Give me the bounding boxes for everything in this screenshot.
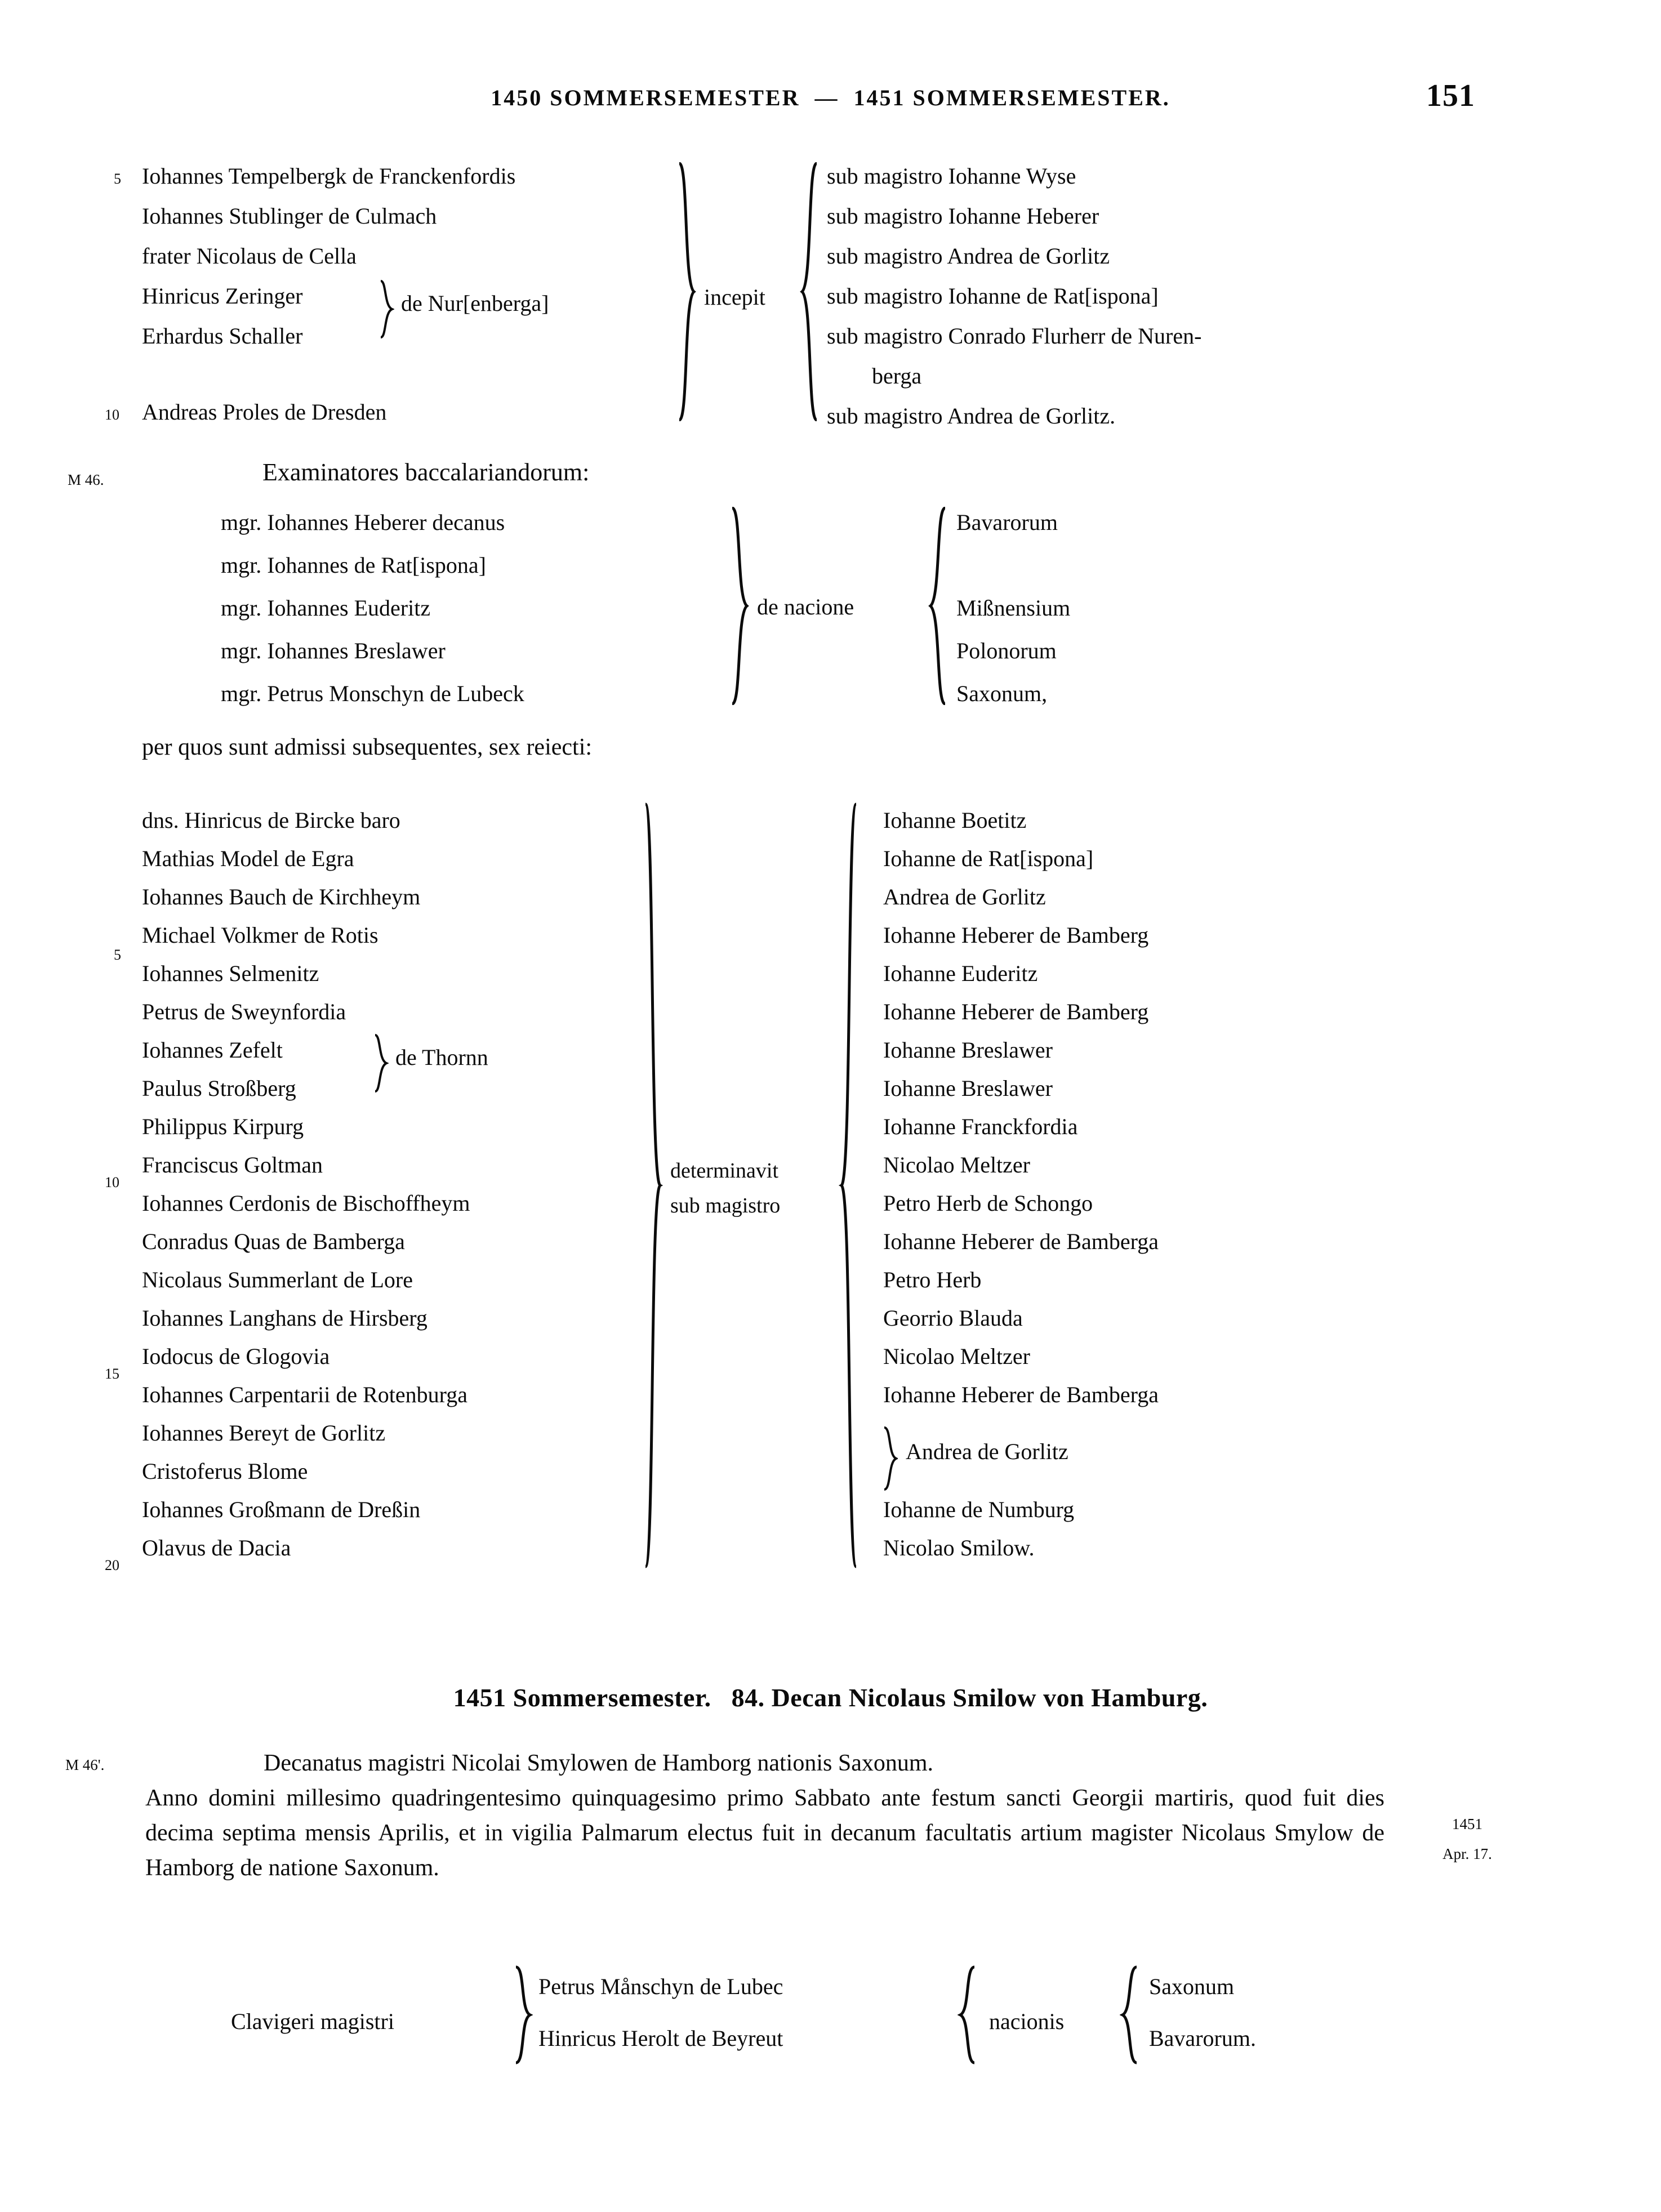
nation-name: Mißnensium: [956, 595, 1071, 621]
pair-brace-thornn: [373, 1034, 389, 1092]
determinavit-left-name: Iohannes Bereyt de Gorlitz: [142, 1420, 386, 1446]
incepit-left-name: Iohannes Tempelbergk de Franckenfordis: [142, 163, 516, 189]
nacionis-label: nacionis: [989, 2009, 1065, 2034]
determinavit-line-number-10: 10: [105, 1174, 119, 1190]
examinator-name: mgr. Iohannes de Rat[ispona]: [221, 552, 486, 578]
determinavit-right-name: Iohanne Breslawer: [883, 1076, 1053, 1101]
incepit-left-name: Iohannes Stublinger de Culmach: [142, 203, 437, 229]
determinavit-left-name: Cristoferus Blome: [142, 1459, 308, 1484]
determinavit-line-number-15: 15: [105, 1366, 119, 1382]
pair-brace-nurenberga: [378, 280, 394, 338]
decanatus-body-text: Anno domini millesimo quadringentesimo quinquagesimo primo Sabbato ante festum sancti Georgii martiris, quod fuit dies decima septima mensis Aprilis, et in vigilia Palmarum electus fuit in decanum facultatis artium magister Nicolaus Smylow de Hamborg de natione Saxonum.: [145, 1785, 1384, 1881]
determinavit-left-name: Conradus Quas de Bamberga: [142, 1229, 405, 1254]
pair-brace-andrea-gorlitz: [881, 1426, 898, 1491]
determinavit-left-name: Mathias Model de Egra: [142, 846, 354, 871]
line-number-10: 10: [105, 407, 119, 423]
determinavit-left-name: Iohannes Langhans de Hirsberg: [142, 1305, 428, 1331]
determinavit-right-name: Petro Herb: [883, 1267, 982, 1292]
incepit-label: incepit: [704, 284, 765, 310]
margin-date-day: Apr. 17.: [1442, 1845, 1492, 1862]
determinavit-right-name: Iohanne Heberer de Bamberg: [883, 999, 1149, 1024]
determinavit-right-name: Georrio Blauda: [883, 1305, 1023, 1331]
page-number: 151: [1426, 78, 1475, 113]
incepit-right-entry-cont: berga: [872, 363, 922, 389]
line-number-5: 5: [114, 171, 121, 187]
determinavit-right-name: Nicolao Smilow.: [883, 1535, 1035, 1560]
clavigeri-label: Clavigeri magistri: [231, 2009, 394, 2034]
determinavit-line-number-20: 20: [105, 1557, 119, 1573]
determinavit-pair-place: de Thornn: [395, 1045, 488, 1070]
determinavit-right-name: Iohanne Breslawer: [883, 1037, 1053, 1063]
determinavit-right-name: Nicolao Meltzer: [883, 1152, 1030, 1178]
incepit-right-brace: [799, 162, 821, 421]
examinator-name: mgr. Iohannes Euderitz: [221, 595, 431, 621]
determinavit-right-name: Iohanne Boetitz: [883, 808, 1027, 833]
determinavit-left-name: Iohannes Cerdonis de Bischoffheym: [142, 1190, 470, 1216]
determinavit-label-line2: sub magistro: [670, 1194, 781, 1218]
decanatus-paragraph: [145, 1746, 1384, 1885]
examinator-name: mgr. Petrus Monschyn de Lubeck: [221, 681, 524, 706]
running-head: [0, 84, 1661, 111]
examinatores-closing-line: per quos sunt admissi subsequentes, sex reiecti:: [142, 734, 593, 760]
nation-name: Bavarorum: [956, 510, 1058, 535]
determinavit-left-name: Paulus Stroßberg: [142, 1076, 296, 1101]
determinavit-right-name: Iohanne Heberer de Bamberg: [883, 922, 1149, 948]
determinavit-right-name: Iohanne Euderitz: [883, 961, 1038, 986]
determinavit-left-name: Iohannes Bauch de Kirchheym: [142, 884, 421, 909]
incepit-right-entry: sub magistro Iohanne Wyse: [827, 163, 1076, 189]
de-nacione-label: de nacione: [757, 594, 854, 619]
incepit-left-name: Erhardus Schaller: [142, 323, 303, 349]
determinavit-left-name: Olavus de Dacia: [142, 1535, 291, 1560]
determinavit-left-name: Iohannes Großmann de Dreßin: [142, 1497, 421, 1522]
incepit-right-entry: sub magistro Conrado Flurherr de Nuren-: [827, 323, 1202, 349]
determinavit-left-name: Iohannes Carpentarii de Rotenburga: [142, 1382, 467, 1407]
incepit-left-name: Andreas Proles de Dresden: [142, 399, 387, 425]
determinavit-left-name: Iodocus de Glogovia: [142, 1344, 330, 1369]
incepit-right-entry: sub magistro Andrea de Gorlitz.: [827, 403, 1116, 429]
incepit-pair-place: de Nur[enberga]: [401, 291, 549, 316]
clavigeri-right-brace: [958, 1965, 979, 2064]
determinavit-left-name: Franciscus Goltman: [142, 1152, 323, 1178]
incepit-right-entry: sub magistro Andrea de Gorlitz: [827, 243, 1110, 269]
margin-date-year: 1451: [1452, 1816, 1482, 1832]
incepit-left-name: frater Nicolaus de Cella: [142, 243, 357, 269]
clavigeri-left-brace: [511, 1965, 533, 2064]
determinavit-right-name: Iohanne de Numburg: [883, 1497, 1075, 1522]
determinavit-left-name: dns. Hinricus de Bircke baro: [142, 808, 400, 833]
determinavit-left-name: Petrus de Sweynfordia: [142, 999, 346, 1024]
decanatus-heading-sentence: Decanatus magistri Nicolai Smylowen de Hamborg nationis Saxonum.: [264, 1750, 934, 1776]
determinavit-right-name: Petro Herb de Schongo: [883, 1190, 1093, 1216]
determinavit-left-name: Michael Volkmer de Rotis: [142, 922, 378, 948]
examinatores-left-brace: [728, 507, 750, 705]
examinatores-right-brace: [927, 507, 950, 705]
determinavit-left-name: Iohannes Zefelt: [142, 1037, 283, 1063]
determinavit-label-line1: determinavit: [670, 1159, 779, 1183]
incepit-right-entry: sub magistro Iohanne de Rat[ispona]: [827, 283, 1159, 309]
determinavit-right-name: Iohanne Heberer de Bamberga: [883, 1382, 1159, 1407]
determinavit-left-name: Iohannes Selmenitz: [142, 961, 319, 986]
determinavit-left-name: Nicolaus Summerlant de Lore: [142, 1267, 413, 1292]
determinavit-right-name: Iohanne Franckfordia: [883, 1114, 1078, 1139]
determinavit-right-name: Iohanne de Rat[ispona]: [883, 846, 1094, 871]
examinator-name: mgr. Iohannes Heberer decanus: [221, 510, 505, 535]
margin-note-examinatores: M 46.: [68, 471, 104, 488]
running-head-title: 1450 SOMMERSEMESTER — 1451 SOMMERSEMESTER.: [491, 85, 1170, 110]
incepit-right-entry: sub magistro Iohanne Heberer: [827, 203, 1099, 229]
determinavit-right-name: Nicolao Meltzer: [883, 1344, 1030, 1369]
determinavit-left-brace: [641, 802, 663, 1568]
nation-name: Polonorum: [956, 638, 1057, 663]
determinavit-line-number-5: 5: [114, 947, 121, 963]
margin-note-1451: M 46'.: [65, 1756, 105, 1773]
determinavit-left-name: Philippus Kirpurg: [142, 1114, 304, 1139]
clavigeri-name: Petrus Månschyn de Lubec: [538, 1974, 783, 1999]
determinavit-right-brace: [838, 802, 861, 1568]
section-heading-1451: 1451 Sommersemester. 84. Decan Nicolaus Smilow von Hamburg.: [453, 1683, 1208, 1712]
decanatus-first-line: [145, 1746, 1384, 1781]
determinavit-right-name: Iohanne Heberer de Bamberga: [883, 1229, 1159, 1254]
nacionis-brace: [1120, 1965, 1141, 2064]
clavigeri-name: Hinricus Herolt de Beyreut: [538, 2026, 783, 2051]
determinavit-right-name: Andrea de Gorlitz: [906, 1439, 1068, 1464]
clavigeri-nation: Saxonum: [1149, 1974, 1235, 1999]
incepit-left-name: Hinricus Zeringer: [142, 283, 303, 309]
examinator-name: mgr. Iohannes Breslawer: [221, 638, 446, 663]
nation-name: Saxonum,: [956, 681, 1048, 706]
incepit-left-brace: [675, 162, 697, 421]
examinatores-heading: Examinatores baccalariandorum:: [262, 458, 590, 486]
clavigeri-nation: Bavarorum.: [1149, 2026, 1256, 2051]
determinavit-right-name: Andrea de Gorlitz: [883, 884, 1046, 909]
